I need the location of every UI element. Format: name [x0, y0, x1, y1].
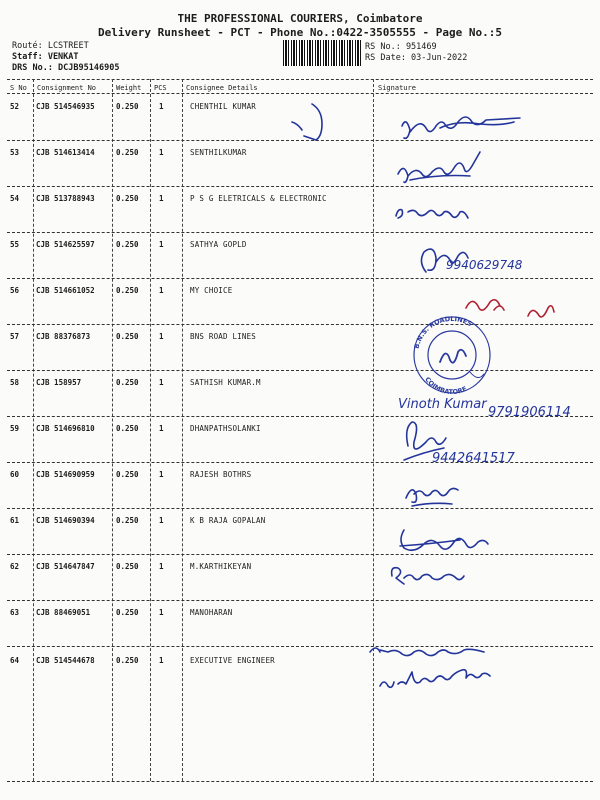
row-consignee: CHENTHIL KUMAR: [190, 102, 257, 111]
row-consignee: P S G ELETRICALS & ELECTRONIC: [190, 194, 327, 203]
row-consignee: K B RAJA GOPALAN: [190, 516, 266, 525]
row-pcs: 1: [159, 378, 164, 387]
row-consignee: EXECUTIVE ENGINEER: [190, 656, 275, 665]
row-sno: 56: [10, 286, 20, 295]
row-pcs: 1: [159, 194, 164, 203]
signature-row-55: [421, 249, 468, 272]
row-sno: 55: [10, 240, 20, 249]
row-consignment: CJB 514625597: [36, 240, 95, 249]
signature-row-53: [398, 152, 480, 182]
signature-row-64: [370, 648, 484, 656]
row-consignment: CJB 514613414: [36, 148, 95, 157]
row-pcs: 1: [159, 562, 164, 571]
row-consignee: DHANPATHSOLANKI: [190, 424, 261, 433]
row-weight: 0.250: [116, 332, 139, 341]
row-weight: 0.250: [116, 516, 139, 525]
header-bottom-line: [7, 93, 593, 94]
col-divider: [373, 79, 374, 781]
row-consignment: CJB 513788943: [36, 194, 95, 203]
company-title: THE PROFESSIONAL COURIERS, Coimbatore: [177, 12, 423, 25]
row-consignee: BNS ROAD LINES: [190, 332, 257, 341]
col-divider: [182, 79, 183, 781]
row-consignment: CJB 88469051: [36, 608, 91, 617]
row-consignment: CJB 514647847: [36, 562, 95, 571]
row-divider: [7, 324, 593, 325]
signature-row-64-2: [380, 670, 490, 688]
row-weight: 0.250: [116, 148, 139, 157]
row-weight: 0.250: [116, 656, 139, 665]
col-header-consignee: Consignee Details: [186, 84, 258, 92]
signature-row-58: [470, 372, 484, 378]
row-pcs: 1: [159, 470, 164, 479]
table-top-line: [7, 79, 593, 80]
row-pcs: 1: [159, 148, 164, 157]
staff-label: Staff: VENKAT: [12, 52, 79, 62]
row-divider: [7, 370, 593, 371]
signature-row-54: [396, 210, 468, 218]
row-consignment: CJB 514690959: [36, 470, 95, 479]
row-pcs: 1: [159, 516, 164, 525]
rs-number: RS No.: 951469: [365, 42, 437, 52]
row-pcs: 1: [159, 656, 164, 665]
col-header-signature: Signature: [378, 84, 416, 92]
row-weight: 0.250: [116, 194, 139, 203]
row-divider: [7, 232, 593, 233]
row-weight: 0.250: [116, 240, 139, 249]
row-consignee: MY CHOICE: [190, 286, 233, 295]
row-consignee: M.KARTHIKEYAN: [190, 562, 252, 571]
row-consignment: CJB 514544678: [36, 656, 95, 665]
row-weight: 0.250: [116, 470, 139, 479]
row-consignee: SATHISH KUMAR.M: [190, 378, 261, 387]
row-pcs: 1: [159, 424, 164, 433]
handwritten-phone: 9940629748: [446, 258, 523, 272]
row-sno: 61: [10, 516, 20, 525]
row-weight: 0.250: [116, 562, 139, 571]
signature-row-56: [466, 300, 554, 317]
row-weight: 0.250: [116, 286, 139, 295]
table-bottom-line: [7, 781, 593, 782]
drs-number: DRS No.: DCJB95146905: [12, 63, 120, 73]
row-divider: [7, 278, 593, 279]
signature-row-59: [404, 422, 446, 460]
row-consignee: MANOHARAN: [190, 608, 233, 617]
row-pcs: 1: [159, 102, 164, 111]
row-divider: [7, 416, 593, 417]
row-sno: 52: [10, 102, 20, 111]
handwritten-phone: 9442641517: [432, 451, 515, 466]
row-consignment: CJB 514696810: [36, 424, 95, 433]
row-divider: [7, 508, 593, 509]
handwritten-phone: 9791906114: [488, 405, 571, 420]
row-divider: [7, 140, 593, 141]
row-consignment: CJB 88376873: [36, 332, 91, 341]
runsheet-subtitle: Delivery Runsheet - PCT - Phone No.:0422-3505555 - Page No.:5: [98, 26, 502, 39]
row-divider: [7, 600, 593, 601]
row-divider: [7, 186, 593, 187]
signature-row-60: [406, 488, 458, 506]
stamp-bns-roadlines: [412, 314, 490, 393]
row-consignment: CJB 514690394: [36, 516, 95, 525]
route-label: Routé: LCSTREET: [12, 41, 89, 51]
row-consignment: CJB 158957: [36, 378, 82, 387]
row-divider: [7, 462, 593, 463]
col-header-sno: S No: [10, 84, 27, 92]
row-consignment: CJB 514661052: [36, 286, 95, 295]
row-pcs: 1: [159, 240, 164, 249]
row-consignee: RAJESH BOTHRS: [190, 470, 252, 479]
row-sno: 63: [10, 608, 20, 617]
barcode: [283, 40, 361, 66]
row-sno: 62: [10, 562, 20, 571]
row-weight: 0.250: [116, 102, 139, 111]
handwritten-name: Vinoth Kumar: [398, 397, 487, 412]
row-weight: 0.250: [116, 378, 139, 387]
row-pcs: 1: [159, 286, 164, 295]
stamp-text-bottom: COIMBATORE: [423, 375, 469, 397]
col-divider: [33, 79, 34, 781]
row-consignee: SATHYA GOPLD: [190, 240, 247, 249]
row-sno: 57: [10, 332, 20, 341]
row-consignee: SENTHILKUMAR: [190, 148, 247, 157]
ink-mark: [292, 104, 322, 140]
row-divider: [7, 646, 593, 647]
signature-row-52: [402, 117, 520, 138]
col-divider: [112, 79, 113, 781]
row-consignment: CJB 514546935: [36, 102, 95, 111]
row-sno: 54: [10, 194, 20, 203]
col-divider: [150, 79, 151, 781]
col-header-weight: Weight: [116, 84, 142, 92]
row-pcs: 1: [159, 332, 164, 341]
signature-row-61: [400, 530, 488, 550]
row-sno: 59: [10, 424, 20, 433]
row-sno: 53: [10, 148, 20, 157]
rs-date: RS Date: 03-Jun-2022: [365, 53, 468, 63]
row-divider: [7, 554, 593, 555]
row-weight: 0.250: [116, 608, 139, 617]
row-sno: 64: [10, 656, 20, 665]
row-weight: 0.250: [116, 424, 139, 433]
row-pcs: 1: [159, 608, 164, 617]
col-header-consignment: Consignment No: [37, 84, 97, 92]
stamp-text-top: B.N.S. ROADLINES: [412, 314, 474, 350]
row-sno: 60: [10, 470, 20, 479]
col-header-pcs: PCS: [154, 84, 167, 92]
row-sno: 58: [10, 378, 20, 387]
signature-row-62: [392, 568, 464, 584]
